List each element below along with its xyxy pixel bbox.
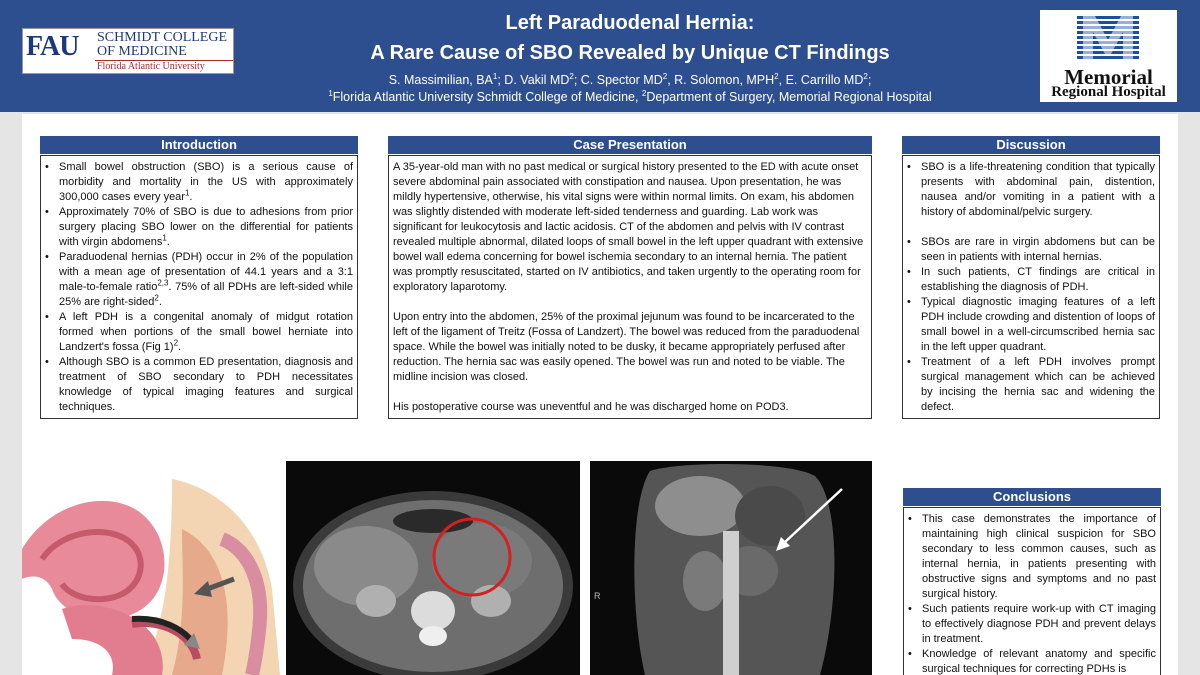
- fau-logo-line3: Florida Atlantic University: [97, 61, 205, 72]
- conclusions-bullet: • This case demonstrates the importance of maintaining high clinical suspicion for SBO secondary to less common causes, such as internal hernia, in patients presenting with obstructive signs and symptoms and no past surgical history.: [908, 512, 1156, 602]
- case-paragraph: Upon entry into the abdomen, 25% of the proximal jejunum was found to be incarcerated to the left of the ligament of Treitz (Fossa of Landzert). The bowel was reduced from the paraduodenal space. While the bowel was initially noted to be dusky, it became appropriately perfused after reduction. The hernia sac was easily opened. The bowel was run and noted to be viable. The midline incision was closed.: [393, 311, 860, 383]
- fau-logo-mark: FAU: [26, 31, 79, 62]
- discussion-bullet: • Typical diagnostic imaging features of a left PDH include crowding and distention of loops of small bowel in a well-circumscribed hernia sac in the left upper quadrant.: [907, 295, 1155, 355]
- case-presentation-heading: Case Presentation: [388, 136, 872, 154]
- anatomy-illustration: [22, 459, 280, 675]
- case-paragraph: His postoperative course was uneventful and he was discharged home on POD3.: [393, 401, 789, 413]
- discussion-bullet: • SBOs are rare in virgin abdomens but can be seen in patients with internal hernias.: [907, 235, 1155, 265]
- discussion-bullet: • In such patients, CT findings are critical in establishing the diagnosis of PDH.: [907, 265, 1155, 295]
- fau-logo-line1: SCHMIDT COLLEGE: [97, 30, 228, 45]
- case-paragraph: A 35-year-old man with no past medical or surgical history presented to the ED with acute onset severe abdominal pain associated with constipation and nausea. Upon presentation, he was mildly hypertensive, otherwise, his vital signs were within normal limits. On exam, his abdomen was slightly distended with moderate left-sided tenderness and guarding. Lab work was significant for leukocytosis and lactic acidosis. CT of the abdomen and pelvis with IV contrast revealed multiple abnormal, dilated loops of small bowel in the left upper quadrant with extensive bowel wall edema concerning for bowel ischemia secondary to an internal hernia. The patient was promptly resuscitated, started on IV antibiotics, and taken urgently to the operating room for exploratory laparotomy.: [393, 161, 864, 293]
- discussion-bullet: • SBO is a life-threatening condition that typically presents with abdominal pain, distention, nausea and/or vomiting in a patient with a history of abdominal/pelvic surgery.: [907, 160, 1155, 220]
- axial-ct-scan-icon: [286, 461, 580, 675]
- discussion-bullet: • Treatment of a left PDH involves prompt surgical management which can be achieved by incising the hernia sac and widening the defect.: [907, 355, 1155, 415]
- poster-header: [0, 0, 1200, 112]
- coronal-ct-side-label: R: [594, 591, 601, 601]
- introduction-box: [40, 155, 358, 419]
- paraduodenal-hernia-diagram-icon: [22, 459, 280, 675]
- memorial-regional-logo: [1040, 10, 1177, 102]
- coronal-ct-image: [590, 461, 872, 675]
- fau-logo-line2: OF MEDICINE: [97, 44, 187, 59]
- memorial-logo-line1: Memorial: [1064, 65, 1153, 89]
- introduction-bullet: • A left PDH is a congenital anomaly of midgut rotation formed when portions of the small bowel herniate into Landzert's fossa (Fig 1)$^2$.: [45, 310, 353, 355]
- introduction-bullet: • Approximately 70% of SBO is due to adhesions from prior surgery placing SBO lower on the differential for patients with virgin abdomens$^1$.: [45, 205, 353, 250]
- fau-logo: [22, 28, 234, 74]
- discussion-box: [902, 155, 1160, 419]
- discussion-heading: Discussion: [902, 136, 1160, 154]
- case-presentation-box: [388, 155, 872, 419]
- poster-title-line2: A Rare Cause of SBO Revealed by Unique CT Findings: [370, 42, 890, 64]
- axial-ct-image: [286, 461, 580, 675]
- memorial-m-emblem-icon: [1073, 14, 1143, 64]
- memorial-logo-line2: Regional Hospital: [1051, 84, 1166, 100]
- coronal-ct-scan-icon: [590, 461, 872, 675]
- introduction-bullet: • Although SBO is a common ED presentation, diagnosis and treatment of SBO secondary to PDH necessitates knowledge of typical imaging features and surgical techniques.: [45, 355, 353, 415]
- introduction-bullet: • Paraduodenal hernias (PDH) occur in 2% of the population with a mean age of presentation of 44.1 years and a 3:1 male-to-female ratio$^{2,3}$. 75% of all PDHs are left-sided while 25% are right-sided$^2$.: [45, 250, 353, 310]
- conclusions-box: [903, 507, 1161, 675]
- poster-title-line1: Left Paraduodenal Hernia:: [505, 12, 755, 34]
- poster-authors: S. Massimilian, $BA^1$; D. Vakil $MD^2$; C. Spector $MD^2$, R. Solomon, MPH$^2$, E. Carrillo $MD^2$;: [388, 71, 872, 87]
- conclusions-bullet: • Knowledge of relevant anatomy and specific surgical techniques for correcting PDHs is: [908, 647, 1156, 675]
- introduction-bullet: • Small bowel obstruction (SBO) is a serious cause of morbidity and mortality in the US with approximately 300,000 cases every year$^1$.: [45, 160, 353, 205]
- conclusions-heading: Conclusions: [903, 488, 1161, 506]
- poster-body: [22, 114, 1178, 675]
- introduction-heading: Introduction: [40, 136, 358, 154]
- poster-affiliations: $^1$Florida Atlantic University Schmidt College of Medicine, $^2$Department of Surgery, Memorial Regional Hospital: [328, 88, 932, 104]
- conclusions-bullet: • Such patients require work-up with CT imaging to effectively diagnose PDH and prevent delays in treatment.: [908, 602, 1156, 647]
